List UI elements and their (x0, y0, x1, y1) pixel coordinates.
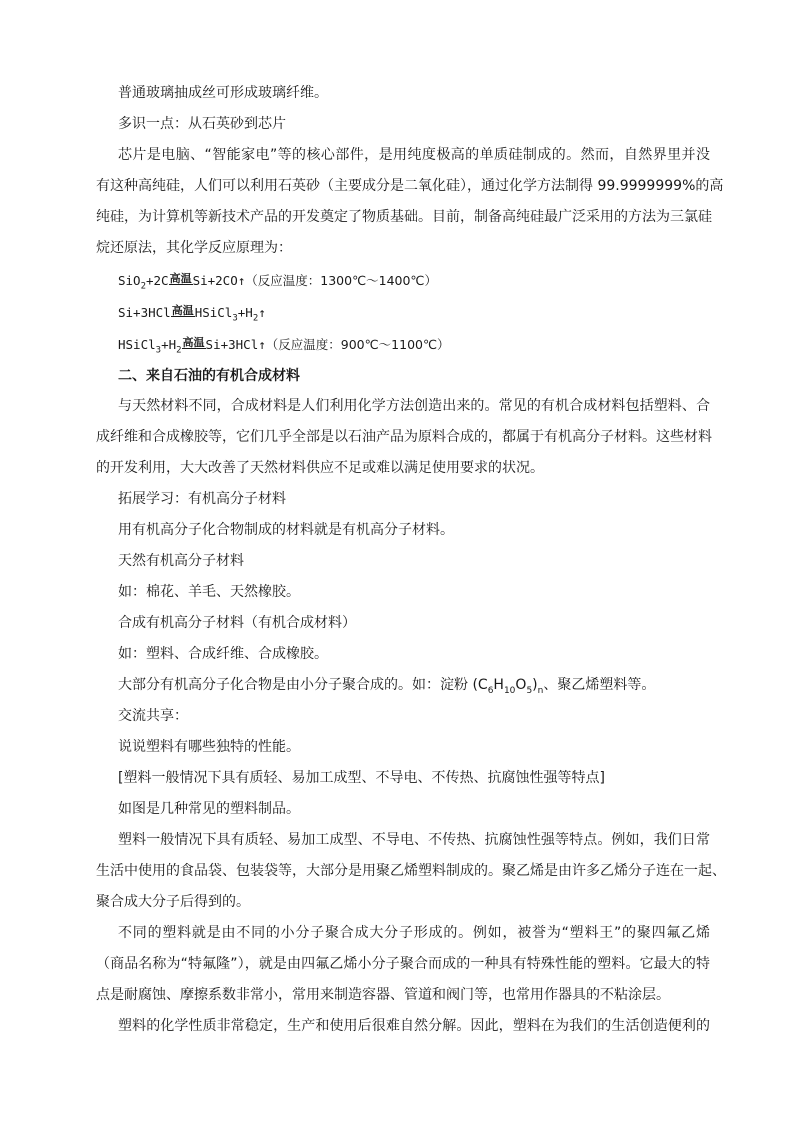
reaction-condition: 高温 (182, 336, 205, 349)
paragraph-ptfe-line: 不同的塑料就是由不同的小分子聚合成大分子形成的。例如，被誉为“塑料王”的聚四氟乙烯 (118, 925, 710, 941)
paragraph-question: 说说塑料有哪些独特的性能。 (118, 739, 300, 755)
paragraph-synthetic-line: 与天然材料不同，合成材料是人们利用化学方法创造出来的。常见的有机合成材料包括塑料、合 (118, 398, 710, 414)
reaction-condition: 高温 (171, 304, 194, 317)
paragraph-synthetic-polymer: 合成有机高分子材料（有机合成材料） (118, 615, 356, 631)
paragraph-definition: 用有机高分子化合物制成的材料就是有机高分子材料。 (118, 522, 454, 538)
paragraph-plastic-line: 生活中使用的食品袋、包装袋等，大部分是用聚乙烯塑料制成的。聚乙烯是由许多乙烯分子连在一起、 (96, 863, 726, 879)
paragraph-chip-line: 纯硅，为计算机等新技术产品的开发奠定了物质基础。目前，制备高纯硅最广泛采用的方法为三氯硅 (96, 209, 712, 225)
paragraph-glass-fiber: 普通玻璃抽成丝可形成玻璃纤维。 (118, 85, 328, 101)
paragraph-polymerization: 大部分有机高分子化合物是由小分子聚合成的。如：淀粉 $(C_6H_{10}O_5)_n$、聚乙烯塑料等。 (118, 677, 656, 696)
paragraph-chip-line: 有这种高纯硅，人们可以利用石英砂（主要成分是二氧化硅），通过化学方法制得 99.9999999%的高 (96, 178, 724, 194)
paragraph-ptfe-line: （商品名称为“特氟隆”），就是由四氟乙烯小分子聚合而成的一种具有特殊性能的塑料。它最大的特 (96, 956, 710, 972)
paragraph-plastic-line: 聚合成大分子后得到的。 (96, 894, 250, 910)
paragraph-synthetic-line: 的开发利用，大大改善了天然材料供应不足或难以满足使用要求的状况。 (96, 460, 544, 476)
paragraph-answer: [塑料一般情况下具有质轻、易加工成型、不导电、不传热、抗腐蚀性强等特点] (118, 770, 605, 786)
paragraph-plastic-line: 塑料一般情况下具有质轻、易加工成型、不导电、不传热、抗腐蚀性强等特点。例如，我们日常 (118, 832, 710, 848)
paragraph-synthetic-line: 成纤维和合成橡胶等，它们几乎全部是以石油产品为原料合成的，都属于有机高分子材料。这些材料 (96, 429, 712, 445)
section-heading: 二、来自石油的有机合成材料 (118, 368, 300, 384)
equation-1: SiO$_2$+2C高温Si+2CO↑（反应温度：1300℃～1400℃） (118, 272, 437, 292)
exchange-heading: 交流共享： (118, 708, 188, 724)
sidebar-heading-quartz-to-chip: 多识一点：从石英砂到芯片 (118, 116, 286, 132)
extension-heading: 拓展学习：有机高分子材料 (118, 491, 286, 507)
reaction-condition: 高温 (169, 272, 192, 285)
paragraph-synthetic-examples: 如：塑料、合成纤维、合成橡胶。 (118, 646, 328, 662)
equation-3: $HSiCl_3+H_2$高温Si+3HCl↑（反应温度：900℃～1100℃） (118, 336, 450, 356)
paragraph-natural-polymer: 天然有机高分子材料 (118, 553, 244, 569)
paragraph-chip-line: 芯片是电脑、“智能家电”等的核心部件，是用纯度极高的单质硅制成的。然而，自然界里并没 (118, 147, 710, 163)
paragraph-figure-ref: 如图是几种常见的塑料制品。 (118, 801, 300, 817)
paragraph-natural-examples: 如：棉花、羊毛、天然橡胶。 (118, 584, 300, 600)
paragraph-ptfe-line: 点是耐腐蚀、摩擦系数非常小，常用来制造容器、管道和阀门等，也常用作器具的不粘涂层。 (96, 987, 670, 1003)
paragraph-stability-line: 塑料的化学性质非常稳定，生产和使用后很难自然分解。因此，塑料在为我们的生活创造便利的 (118, 1018, 710, 1034)
paragraph-chip-line: 烷还原法，其化学反应原理为： (96, 240, 292, 256)
equation-2: Si+3HCl高温$HSiCl_3+H_2↑$ (118, 304, 266, 324)
